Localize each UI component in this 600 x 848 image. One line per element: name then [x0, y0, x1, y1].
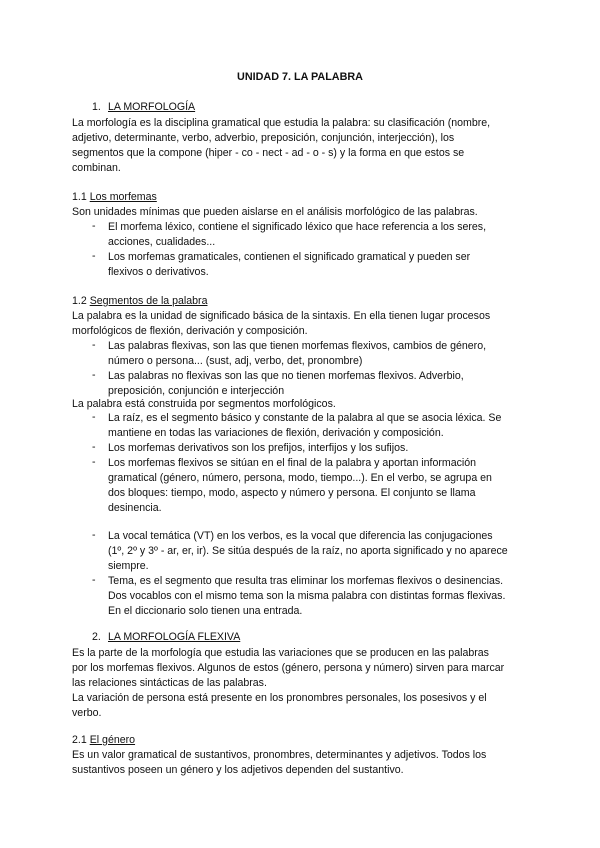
paragraph-line: Es un valor gramatical de sustantivos, pronombres, determinantes y adjetivos. Todos los — [72, 749, 487, 761]
paragraph-line: segmentos que la compone (hiper - co - nect - ad - o - s) y la forma en que estos se — [72, 147, 465, 159]
paragraph-line: Es la parte de la morfología que estudia las variaciones que se producen en las palabras — [72, 647, 489, 659]
bullet-dash: - — [92, 441, 96, 453]
document-page: UNIDAD 7. LA PALABRA 1. LA MORFOLOGÍA La morfología es la disciplina gramatical que estudia la palabra: su clasificación (nombre, adjetivo, determinante, verbo, adverbio, preposición, conjunción, interjección), los segmentos que la compone (hiper - co - nect - ad - o - s) y la forma en que estos se combinan. 1.1 Los morfemas Son unidades mínimas que pueden aislarse en el análisis morfológico de las palabras. - El morfema léxico, contiene el significado léxico que hace referencia a los seres, acciones, cualidades... - Los morfemas gramaticales, contienen el significado gramatical y pueden ser flexivos o derivativos. 1.2 Segmentos de la palabra La palabra es la unidad de significado básica de la sintaxis. En ella tienen lugar procesos morfológicos de flexión, derivación y composición. - Las palabras flexivas, son las que tienen morfemas flexivos, cambios de género, número o persona... (sust, adj, verbo, det, pronombre) - Las palabras no flexivas son las que no tienen morfemas flexivos. Adverbio, preposición, conjunción e interjección La palabra está construida por segmentos morfológicos. - La raíz, es el segmento básico y constante de la palabra al que se asocia léxica. Se mantiene en todas las variaciones de flexión, derivación y composición. - Los morfemas derivativos son los prefijos, interfijos y los sufijos. - Los morfemas flexivos se sitúan en el final de la palabra y aportan información gramatical (género, número, persona, modo, tiempo...). En el verbo, se agrupa en dos bloques: tiempo, modo, aspecto y número y persona. El conjunto se llama desinencia. - La vocal temática (VT) en los verbos, es la vocal que diferencia las conjugaciones (1º, 2º y 3º - ar, er, ir). Se sitúa después de la raíz, no aporta significado y no aparece siempre. - Tema, es el segmento que resulta tras eliminar los morfemas flexivos o desinencias. Dos vocablos con el mismo tema son la misma palabra con distintas formas flexivas. En el diccionario solo tienen una entrada. 2. LA MORFOLOGÍA FLEXIVA Es la parte de la morfología que estudia las variaciones que se producen en las palabras por los morfemas flexivos. Algunos de estos (género, persona y número) sirven para marcar las relaciones sintácticas de las palabras. La variación de persona está presente en los pronombres personales, los posesivos y el verbo. 2.1 El género Es un valor gramatical de sustantivos, pronombres, determinantes y adjetivos. Todos los sustantivos poseen un género y los adjetivos dependen del sustantivo. — [0, 0, 600, 848]
bullet-line: desinencia. — [108, 502, 162, 514]
paragraph-line: morfológicos de flexión, derivación y composición. — [72, 325, 308, 337]
bullet-line: Los morfemas derivativos son los prefijos, interfijos y los sufijos. — [108, 442, 409, 454]
bullet-line: preposición, conjunción e interjección — [108, 385, 285, 397]
bullet-dash: - — [92, 574, 96, 586]
paragraph-line: La morfología es la disciplina gramatical que estudia la palabra: su clasificación (nombre, — [72, 117, 491, 129]
bullet-line: Los morfemas gramaticales, contienen el significado gramatical y pueden ser — [108, 251, 471, 263]
bullet-line: Las palabras no flexivas son las que no tienen morfemas flexivos. Adverbio, — [108, 370, 464, 382]
paragraph-line: La palabra es la unidad de significado básica de la sintaxis. En ella tienen lugar procesos — [72, 310, 491, 322]
paragraph-line: verbo. — [72, 707, 102, 719]
bullet-line: número o persona... (sust, adj, verbo, det, pronombre) — [108, 355, 363, 367]
bullet-line: La raíz, es el segmento básico y constante de la palabra al que se asocia léxica. Se — [108, 412, 502, 424]
bullet-dash: - — [92, 250, 96, 262]
bullet-line: Dos vocablos con el mismo tema son la misma palabra con distintas formas flexivas. — [108, 590, 506, 602]
bullet-dash: - — [92, 339, 96, 351]
bullet-line: siempre. — [108, 560, 149, 572]
paragraph-line: sustantivos poseen un género y los adjetivos dependen del sustantivo. — [72, 764, 404, 776]
subsection-1-2-heading: 1.2 Segmentos de la palabra — [72, 295, 208, 307]
bullet-dash: - — [92, 456, 96, 468]
bullet-dash: - — [92, 411, 96, 423]
bullet-line: flexivos o derivativos. — [108, 266, 209, 278]
bullet-line: (1º, 2º y 3º - ar, er, ir). Se sitúa después de la raíz, no aporta significado y no aparece — [108, 545, 508, 557]
bullet-dash: - — [92, 220, 96, 232]
subsection-2-1-heading: 2.1 El género — [72, 734, 136, 746]
bullet-line: La vocal temática (VT) en los verbos, es la vocal que diferencia las conjugaciones — [108, 530, 493, 542]
bullet-line: En el diccionario solo tienen una entrada. — [108, 605, 303, 617]
subsection-1-1-heading: 1.1 Los morfemas — [72, 191, 157, 203]
paragraph-line: por los morfemas flexivos. Algunos de estos (género, persona y número) sirven para marcar — [72, 662, 505, 674]
bullet-dash: - — [92, 529, 96, 541]
bullet-line: Tema, es el segmento que resulta tras eliminar los morfemas flexivos o desinencias. — [108, 575, 504, 587]
paragraph-line: Son unidades mínimas que pueden aislarse en el análisis morfológico de las palabras. — [72, 206, 478, 218]
paragraph-line: adjetivo, determinante, verbo, adverbio, preposición, conjunción, interjección), los — [72, 132, 455, 144]
paragraph-line: La palabra está construida por segmentos morfológicos. — [72, 398, 336, 410]
bullet-line: dos bloques: tiempo, modo, aspecto y número y persona. El conjunto se llama — [108, 487, 476, 499]
page-title: UNIDAD 7. LA PALABRA — [237, 71, 363, 83]
bullet-line: Las palabras flexivas, son las que tienen morfemas flexivos, cambios de género, — [108, 340, 487, 352]
bullet-line: El morfema léxico, contiene el significado léxico que hace referencia a los seres, — [108, 221, 487, 233]
bullet-line: mantiene en todas las variaciones de flexión, derivación y composición. — [108, 427, 444, 439]
bullet-line: gramatical (género, número, persona, modo, tiempo...). En el verbo, se agrupa en — [108, 472, 492, 484]
bullet-line: acciones, cualidades... — [108, 236, 216, 248]
bullet-dash: - — [92, 369, 96, 381]
paragraph-line: las relaciones sintácticas de las palabras. — [72, 677, 267, 689]
paragraph-line: La variación de persona está presente en los pronombres personales, los posesivos y el — [72, 692, 487, 704]
paragraph-line: combinan. — [72, 162, 121, 174]
bullet-line: Los morfemas flexivos se sitúan en el final de la palabra y aportan información — [108, 457, 477, 469]
